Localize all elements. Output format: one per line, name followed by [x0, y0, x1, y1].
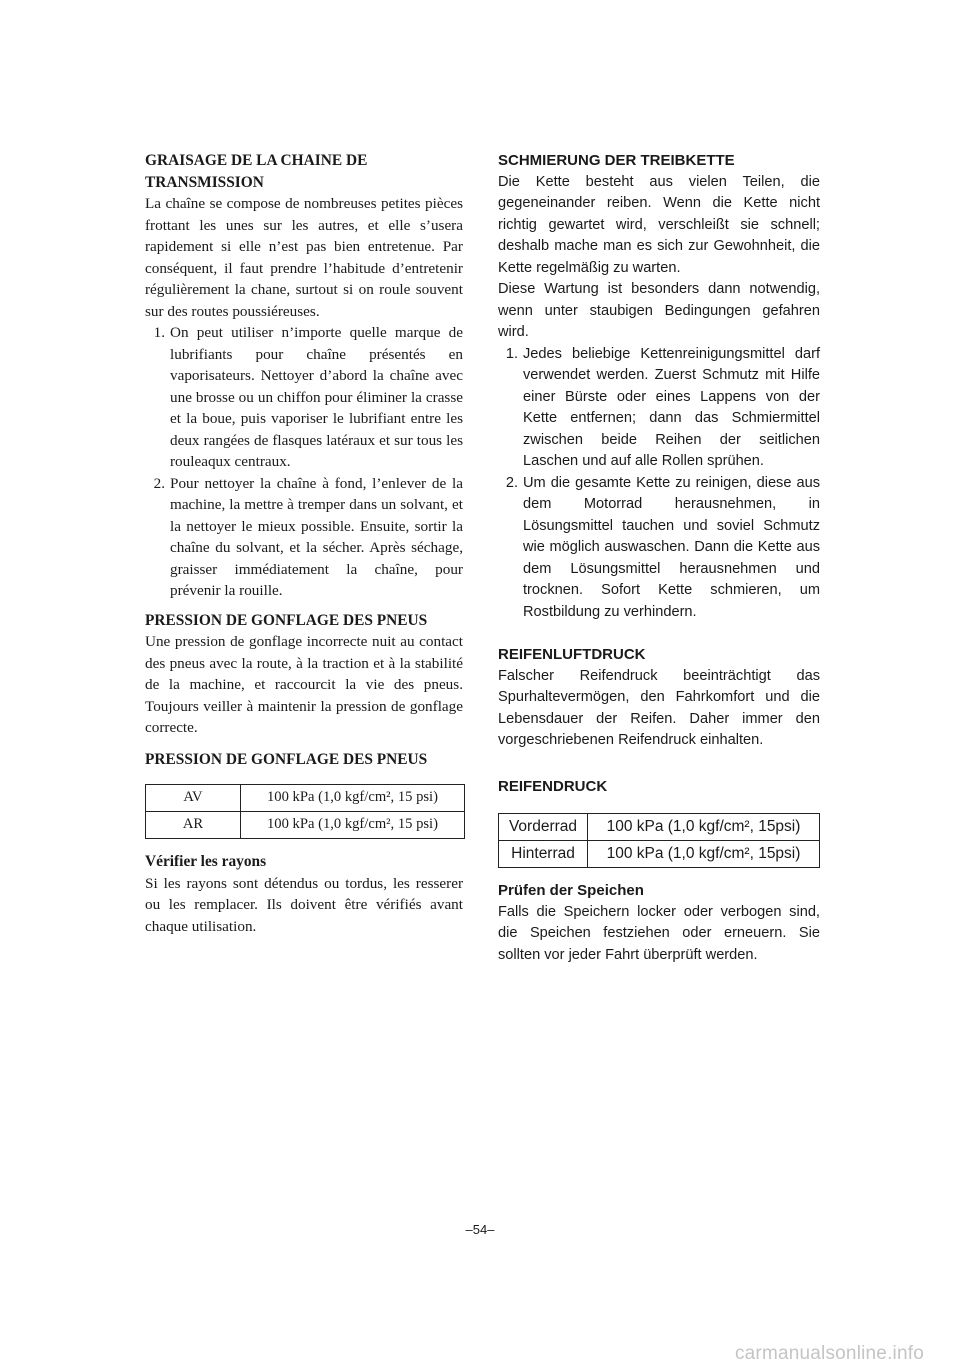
table-cell-label: Hinterrad	[499, 841, 588, 868]
list-item: 2. Pour nettoyer la chaîne à fond, l’enlever de la machine, la mettre à tremper dans un solvant, et la nettoyer le mieux possible. Ensuite, sortir la chaîne du solvant, et la sécher. Après séchage, graisser immédiatement la chaîne, pour prévenir la rouille.	[153, 474, 463, 599]
table-row	[146, 785, 465, 812]
de-chain-steps	[498, 344, 820, 624]
fr-spokes-text: Si les rayons sont détendus ou tordus, les resserer ou les remplacer. Ils doivent être vérifiés avant chaque utilisation.	[145, 874, 463, 935]
de-tire-text: Falscher Reifendruck beeinträchtigt das Spurhaltevermögen, den Fahrkomfort und die Lebensdauer der Reifen. Daher immer den vorgeschriebenen Reifendruck einhalten.	[498, 667, 820, 748]
fr-spokes-title: Vérifier les rayons	[145, 853, 267, 870]
table-cell-label: AV	[146, 785, 241, 812]
list-item: 2. Um die gesamte Kette zu reinigen, diese aus dem Motorrad herausnehmen, in Lösungsmittel tauchen und soviel Schmutz wie möglich auswaschen. Dann die Kette aus dem Lösungsmittel herausnehmen und trocknen. Sofort Kette schmieren, um Rostbildung zu verhindern.	[505, 474, 820, 620]
fr-chain-steps	[145, 322, 463, 602]
watermark: carmanualsonline.info	[734, 1343, 924, 1364]
table-cell-label: AR	[146, 812, 241, 839]
german-column	[498, 150, 820, 966]
table-row	[146, 812, 465, 839]
de-spokes-text: Falls die Speichern locker oder verbogen sind, die Speichen festziehen oder erneuern. Sie sollten vor jeder Fahrt überprüft werden.	[498, 903, 820, 963]
fr-chain-title: GRAISAGE DE LA CHAINE DE TRANSMISSION	[145, 152, 368, 191]
de-spokes-title: Prüfen der Speichen	[498, 882, 644, 899]
table-cell-value: 100 kPa (1,0 kgf/cm², 15 psi)	[241, 785, 465, 812]
de-chain-intro-2: Diese Wartung ist besonders dann notwendig, wenn unter staubigen Bedingungen gefahren wird.	[498, 281, 820, 340]
fr-table-title: PRESSION DE GONFLAGE DES PNEUS	[145, 750, 428, 768]
table-row	[499, 814, 820, 841]
table-cell-value: 100 kPa (1,0 kgf/cm², 15psi)	[588, 814, 820, 841]
fr-tire-text: Une pression de gonflage incorrecte nuit au contact des pneus avec la route, à la traction et à la stabilité de la machine, et raccourcit la vie des pneus. Toujours veiller à maintenir la pression de gonflage correcte.	[145, 633, 463, 736]
fr-chain-intro: La chaîne se compose de nombreuses petites pièces frottant les unes sur les autres, et elle s’usera rapidement si elle n’est pas bien entretenue. Par conséquent, il faut prendre l’habitude d’entretenir régulièrement la chane, surtout si on roule souvent sur des routes poussiéreuses.	[145, 195, 463, 320]
de-table-title: REIFENDRUCK	[498, 777, 608, 795]
de-pressure-table	[498, 813, 820, 868]
page-number: –54–	[465, 1222, 495, 1237]
french-column	[145, 150, 463, 937]
de-chain-intro: Die Kette besteht aus vielen Teilen, die gegeneinander reiben. Wenn die Kette nicht richtig gewartet wird, verschleißt sie schnell; deshalb mache man es sich zur Gewohnheit, die Kette regelmäßig zu warten.	[498, 173, 820, 276]
de-chain-title: SCHMIERUNG DER TREIBKETTE	[498, 152, 735, 169]
list-item: 1. Jedes beliebige Kettenreinigungsmittel darf verwendet werden. Zuerst Schmutz mit Hilfe einer Bürste oder eines Lappens von der Kette entfernen; dann das Schmiermittel zwischen beide Reihen der seitlichen Laschen und auf alle Rollen sprühen.	[505, 345, 820, 469]
table-cell-value: 100 kPa (1,0 kgf/cm², 15psi)	[588, 841, 820, 868]
fr-pressure-table	[145, 784, 465, 839]
table-cell-label: Vorderrad	[499, 814, 588, 841]
de-tire-title: REIFENLUFTDRUCK	[498, 646, 646, 663]
table-row	[499, 841, 820, 868]
list-item: 1. On peut utiliser n’importe quelle marque de lubrifiants pour chaîne présentés en vaporisateurs. Nettoyer d’abord la chaîne avec une brosse ou un chiffon pour éliminer la crasse et la boue, puis vaporiser le lubrifiant entre les deux rangées de flasques latéraux et sur tous les rouleaqux centraux.	[153, 324, 463, 470]
table-cell-value: 100 kPa (1,0 kgf/cm², 15 psi)	[241, 812, 465, 839]
fr-tire-title: PRESSION DE GONFLAGE DES PNEUS	[145, 611, 428, 629]
